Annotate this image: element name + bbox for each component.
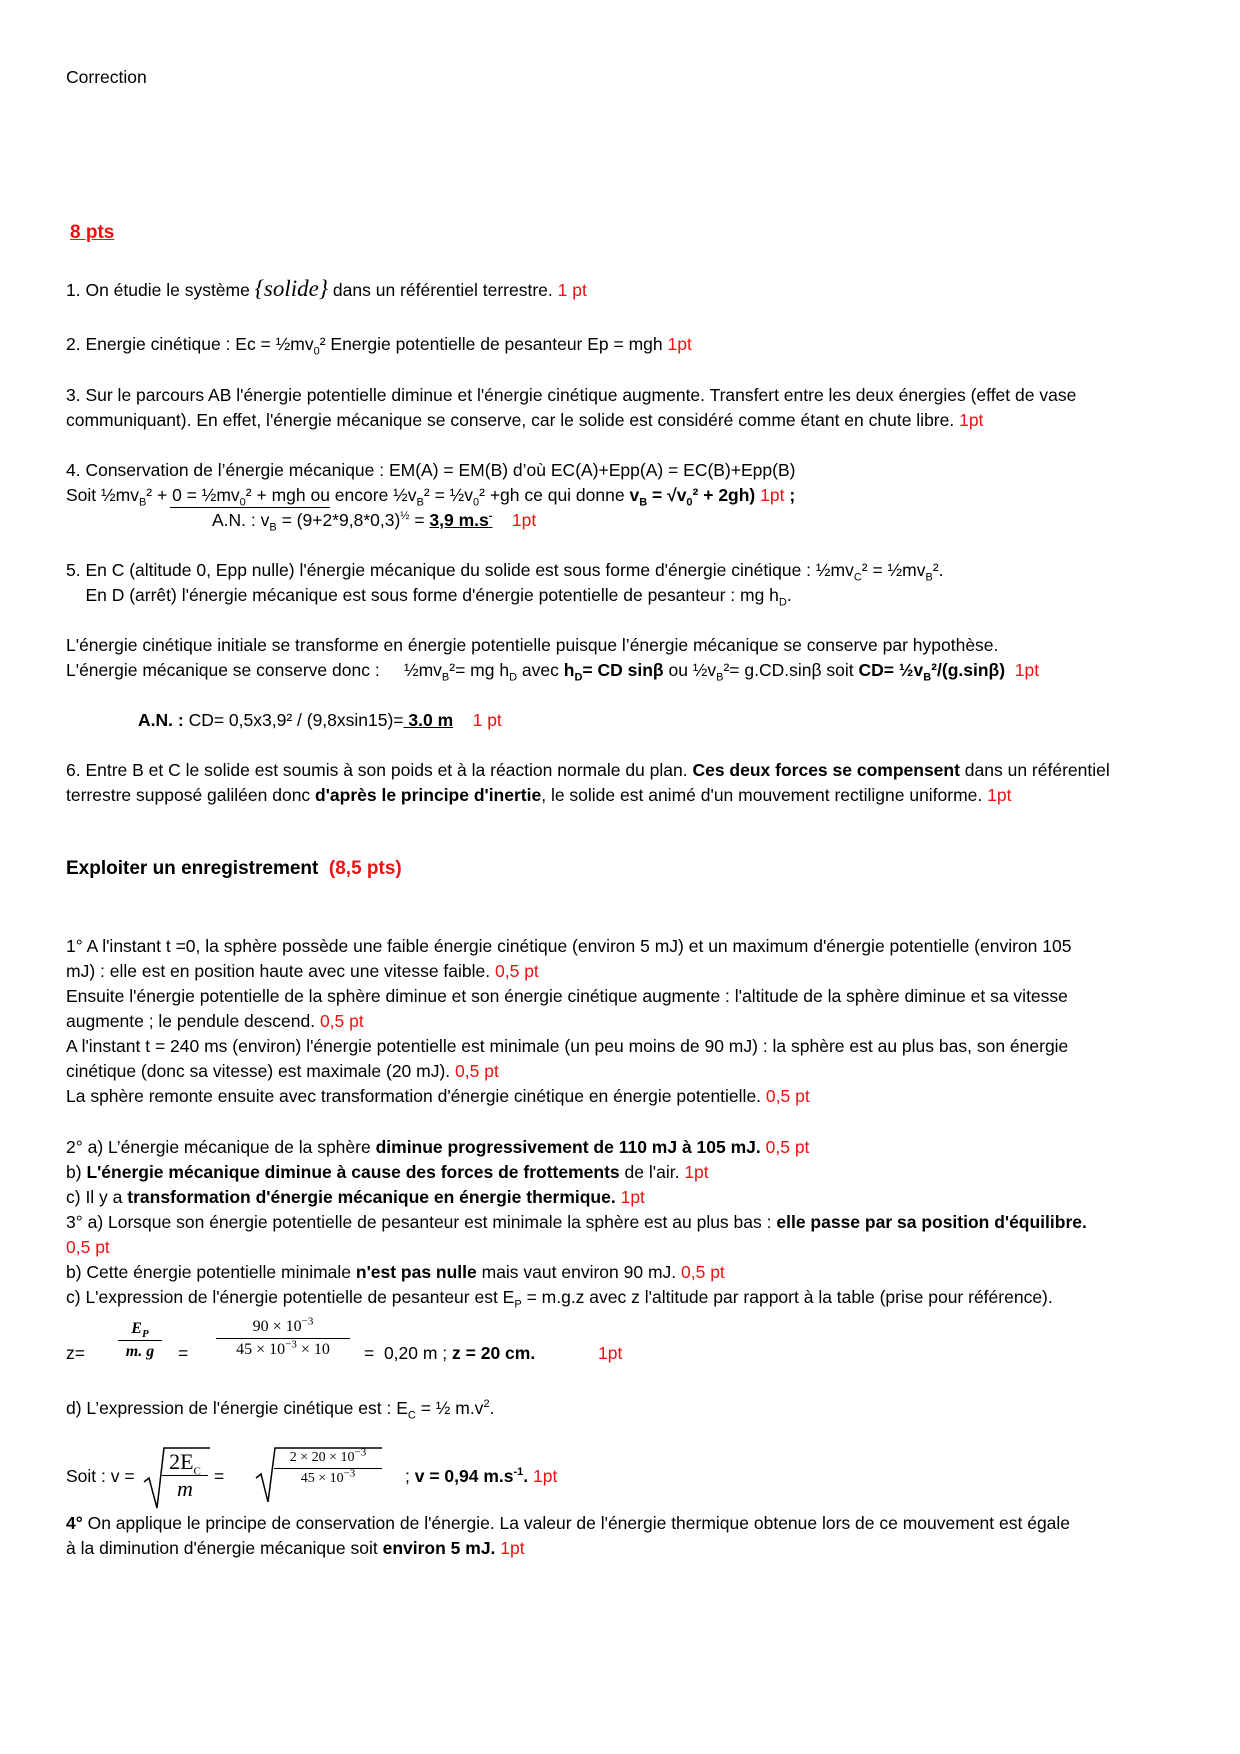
z-points: 1pt — [598, 1343, 623, 1363]
header-label: Correction — [66, 67, 147, 87]
v-fraction-numeric: $2 \times 20 \times 10^{-3}$ $45 \times 10^{-3}$ — [274, 1450, 382, 1487]
question-6-line2: terrestre supposé galiléen donc d'après le principe d'inertie, le solide est animé d'un mouvement rectiligne uniforme. 1pt — [66, 785, 1012, 805]
v-result: ; v = 0,94 $m.s^{-1}$. 1pt — [405, 1466, 558, 1486]
part1-line6: cinétique (donc sa vitesse) est maximale (20 mJ). 0,5 pt — [66, 1061, 499, 1081]
z-fraction-numeric: $90 \times 10^{-3}$ $45 \times 10^{-3} \times 10$ — [216, 1318, 350, 1359]
question-4-line1: 4. Conservation de l’énergie mécanique : EM(A) = EM(B) d’où EC(A)+Epp(A) = EC(B)+Epp(B) — [66, 460, 796, 480]
part4-line2: à la diminution d'énergie mécanique soit environ 5 mJ. 1pt — [66, 1538, 525, 1558]
z-equals: = — [178, 1343, 189, 1363]
section2-title: Exploiter un enregistrement (8,5 pts) — [66, 858, 402, 879]
part1-line5: A l'instant t = 240 ms (environ) l'énergie potentielle est minimale (un peu moins de 90 mJ) : la sphère est au plus bas, son énergie — [66, 1036, 1069, 1056]
system-formula: {solide} — [254, 276, 329, 301]
part3-c: c) L'expression de l'énergie potentielle de pesanteur est $E_P = m.g.z$ avec z l'altitude par rapport à la table (prise pour référence). — [66, 1287, 1053, 1311]
v-fraction-symbolic: $2E_C$ m — [162, 1449, 208, 1502]
question-5-line2: En D (arrêt) l'énergie mécanique est sous forme d'énergie potentielle de pesanteur : mg $h_D$. — [66, 585, 792, 609]
an-underline — [170, 507, 330, 508]
part3-a-points: 0,5 pt — [66, 1237, 110, 1257]
z-label: z= — [66, 1343, 85, 1363]
question-3-line2: communiquant). En effet, l'énergie mécanique se conserve, car le solide est considéré comme étant en chute libre. 1pt — [66, 410, 984, 430]
question-4-an: A.N. : $v_B = (9+2*9,8*0,3)^{\frac{1}{2}} = 3,9$ m.s- 1pt — [212, 510, 537, 534]
question-5-line3: L'énergie cinétique initiale se transforme en énergie potentielle puisque l’énergie mécanique se conserve par hypothèse. — [66, 635, 999, 655]
part1-line2: mJ) : elle est en position haute avec une vitesse faible. 0,5 pt — [66, 961, 539, 981]
part2-c: c) Il y a transformation d'énergie mécanique en énergie thermique. 1pt — [66, 1187, 645, 1207]
part1-line3: Ensuite l'énergie potentielle de la sphère diminue et son énergie cinétique augmente : l'altitude de la sphère diminue et sa vitesse — [66, 986, 1068, 1006]
part3-d: d) L’expression de l'énergie cinétique est : $E_C$ = ½ $m.v^2$. — [66, 1398, 495, 1422]
section1-points — [70, 222, 114, 244]
part1-line4: augmente ; le pendule descend. 0,5 pt — [66, 1011, 364, 1031]
question-2: 2. Energie cinétique : $Ec = \frac{1}{2}mv_0^2$ Energie potentielle de pesanteur Ep = mgh 1pt — [66, 334, 692, 358]
part3-b: b) Cette énergie potentielle minimale n'est pas nulle mais vaut environ 90 mJ. 0,5 pt — [66, 1262, 725, 1282]
question-5-line1: 5. En C (altitude 0, Epp nulle) l'énergie mécanique du solide est sous forme d'énergie cinétique : $\frac{1}{2}mv_C^2$ = $\frac{1}{2}mv_B^2$. — [66, 560, 944, 584]
question-4-line2: Soit $\frac{1}{2}mv_B^2 + 0$ = $\frac{1}{2}mv_0^2$ + mgh ou encore $\frac{1}{2}v_B^2$ = $\frac{1}{2}v_0^2 +gh$ ce qui donne $v_B = √v_0^2 + 2gh$) 1pt ; — [66, 485, 796, 509]
question-3-line1: 3. Sur le parcours AB l'énergie potentielle diminue et l'énergie cinétique augmente. Transfert entre les deux énergies (effet de vase — [66, 385, 1077, 405]
part1-line1: 1° A l'instant t =0, la sphère possède une faible énergie cinétique (environ 5 mJ) et un maximum d'énergie potentielle (environ 105 — [66, 936, 1072, 956]
part1-line7: La sphère remonte ensuite avec transformation d'énergie cinétique en énergie potentielle. 0,5 pt — [66, 1086, 810, 1106]
section1-points-text: 8 pts — [70, 222, 115, 243]
part2-b: b) L'énergie mécanique diminue à cause des forces de frottements de l'air. 1pt — [66, 1162, 709, 1182]
z-result: = 0,20 m ; z = 20 cm. — [364, 1343, 536, 1363]
part2-a: 2° a) L’énergie mécanique de la sphère diminue progressivement de 110 mJ à 105 mJ. 0,5 pt — [66, 1137, 810, 1157]
question-1: 1. On étudie le système {solide} dans un référentiel terrestre. 1 pt — [66, 276, 587, 301]
question-5-line4: L'énergie mécanique se conserve donc : $\frac{1}{2}mv_B^2=$ mg $h_D$ avec $h_D=$ CD sinβ ou $\frac{1}{2}v_B^2= g.CD.\sin\beta$ soit $CD= \frac{1}{2}v_B^2/(g.\sin\beta)$ 1pt — [66, 660, 1040, 684]
v-equals: = — [214, 1466, 225, 1486]
z-fraction-symbolic: $E_P$ m. g — [118, 1320, 162, 1361]
part4-line1: 4° On applique le principe de conservation de l'énergie. La valeur de l'énergie thermique obtenue lors de ce mouvement est égale — [66, 1513, 1071, 1533]
part3-a: 3° a) Lorsque son énergie potentielle de pesanteur est minimale la sphère est au plus bas : elle passe par sa position d'équilibre. — [66, 1212, 1087, 1232]
v-label: Soit : v = — [66, 1466, 135, 1486]
question-5-an: A.N. : CD= 0,5x3,9² / (9,8xsin15)= 3.0 m 1 pt — [138, 710, 502, 730]
question-6-line1: 6. Entre B et C le solide est soumis à son poids et à la réaction normale du plan. Ces deux forces se compensent dans un référentiel — [66, 760, 1110, 780]
